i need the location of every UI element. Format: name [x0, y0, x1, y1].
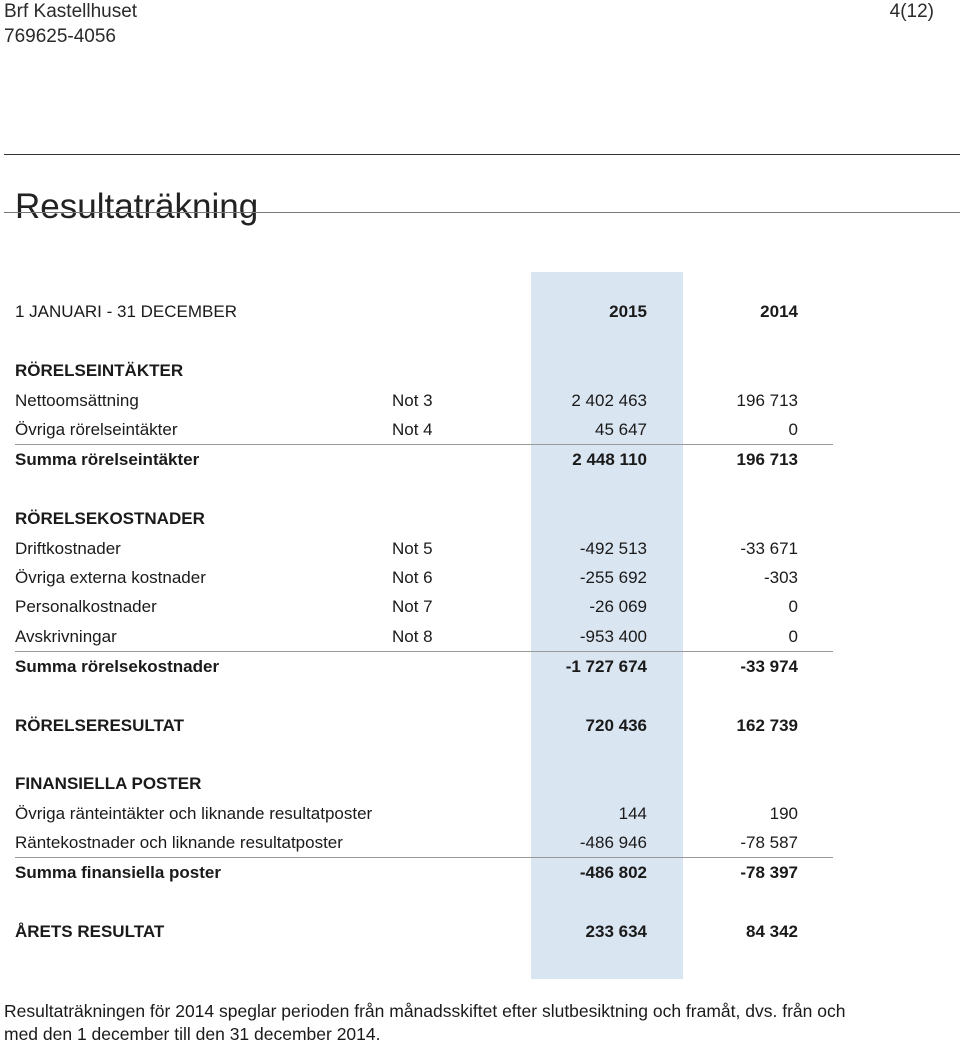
year-2014-header: 2014: [760, 302, 798, 321]
operating-result-2015: 720 436: [585, 716, 647, 735]
row-note: Not 7: [392, 597, 433, 616]
section-heading: RÖRELSEINTÄKTER: [15, 361, 184, 380]
total-row-financial: [15, 859, 833, 887]
title-top-rule: [4, 154, 960, 155]
table-row: [15, 564, 833, 592]
sum-divider: [15, 651, 833, 652]
operating-result-label: RÖRELSERESULTAT: [15, 716, 185, 735]
operating-result-row: [15, 712, 833, 740]
section-heading-operating-costs: [15, 505, 833, 533]
period-header-row: [15, 298, 833, 326]
section-heading-financial: [15, 770, 833, 798]
row-value-2015: -486 946: [579, 833, 647, 852]
total-value-2015: -486 802: [579, 863, 647, 882]
period-label: 1 JANUARI - 31 DECEMBER: [15, 302, 237, 321]
section-heading: FINANSIELLA POSTER: [15, 774, 202, 793]
total-value-2014: -33 974: [740, 657, 798, 676]
table-row: [15, 623, 833, 651]
row-note: Not 5: [392, 539, 433, 558]
row-value-2015: 45 647: [595, 420, 647, 439]
table-row: [15, 416, 833, 444]
table-row: [15, 829, 833, 857]
row-value-2015: -255 692: [579, 568, 647, 587]
page-title: Resultaträkning: [15, 187, 259, 227]
row-value-2015: -26 069: [589, 597, 647, 616]
row-label: Övriga rörelseintäkter: [15, 420, 178, 439]
net-result-2015: 233 634: [585, 922, 647, 941]
row-value-2015: 2 402 463: [571, 391, 647, 410]
year-2015-header: 2015: [609, 302, 647, 321]
total-value-2015: -1 727 674: [565, 657, 647, 676]
total-value-2015: 2 448 110: [572, 450, 647, 469]
row-note: Not 6: [392, 568, 433, 587]
footer-note-line: Resultaträkningen för 2014 speglar perioden från månadsskiftet efter slutbesiktning och framåt, dvs. från och: [4, 1001, 846, 1021]
total-value-2014: -78 397: [740, 863, 798, 882]
row-value-2014: -303: [763, 568, 798, 587]
total-label: Summa finansiella poster: [15, 863, 221, 882]
table-row: [15, 387, 833, 415]
table-row: [15, 593, 833, 621]
operating-result-2014: 162 739: [736, 716, 798, 735]
row-value-2015: -492 513: [579, 539, 647, 558]
net-result-2014: 84 342: [746, 922, 798, 941]
row-value-2014: -33 671: [740, 539, 798, 558]
row-label: Övriga ränteintäkter och liknande resultatposter: [15, 804, 373, 823]
page-number: 4(12): [889, 1, 934, 22]
organization-number: 769625-4056: [4, 26, 116, 47]
net-result-row: [15, 918, 833, 946]
row-label: Driftkostnader: [15, 539, 121, 558]
total-row-operating-costs: [15, 653, 833, 681]
row-note: Not 4: [392, 420, 433, 439]
title-bottom-rule: [4, 212, 960, 213]
total-row-operating-income: [15, 446, 833, 474]
total-value-2014: 196 713: [736, 450, 798, 469]
footer-note-line: med den 1 december till den 31 december 2014.: [4, 1024, 381, 1044]
row-value-2014: 0: [788, 597, 798, 616]
section-heading: RÖRELSEKOSTNADER: [15, 509, 205, 528]
row-note: Not 8: [392, 627, 433, 646]
row-value-2015: -953 400: [579, 627, 647, 646]
total-label: Summa rörelsekostnader: [15, 657, 220, 676]
organization-name: Brf Kastellhuset: [4, 1, 138, 22]
table-row: [15, 535, 833, 563]
row-note: Not 3: [392, 391, 433, 410]
footer-note: [4, 1000, 904, 1046]
row-value-2014: 196 713: [736, 391, 798, 410]
sum-divider: [15, 857, 833, 858]
row-value-2014: 190: [769, 804, 798, 823]
table-row: [15, 800, 833, 828]
net-result-label: ÅRETS RESULTAT: [15, 922, 165, 941]
total-label: Summa rörelseintäkter: [15, 450, 200, 469]
document-header-left: [4, 0, 137, 50]
section-heading-operating-income: [15, 357, 833, 385]
row-label: Nettoomsättning: [15, 391, 139, 410]
row-value-2015: 144: [618, 804, 647, 823]
row-value-2014: 0: [788, 627, 798, 646]
row-label: Avskrivningar: [15, 627, 117, 646]
row-label: Övriga externa kostnader: [15, 568, 206, 587]
row-value-2014: -78 587: [740, 833, 798, 852]
row-value-2014: 0: [788, 420, 798, 439]
row-label: Personalkostnader: [15, 597, 157, 616]
sum-divider: [15, 444, 833, 445]
row-label: Räntekostnader och liknande resultatposter: [15, 833, 343, 852]
